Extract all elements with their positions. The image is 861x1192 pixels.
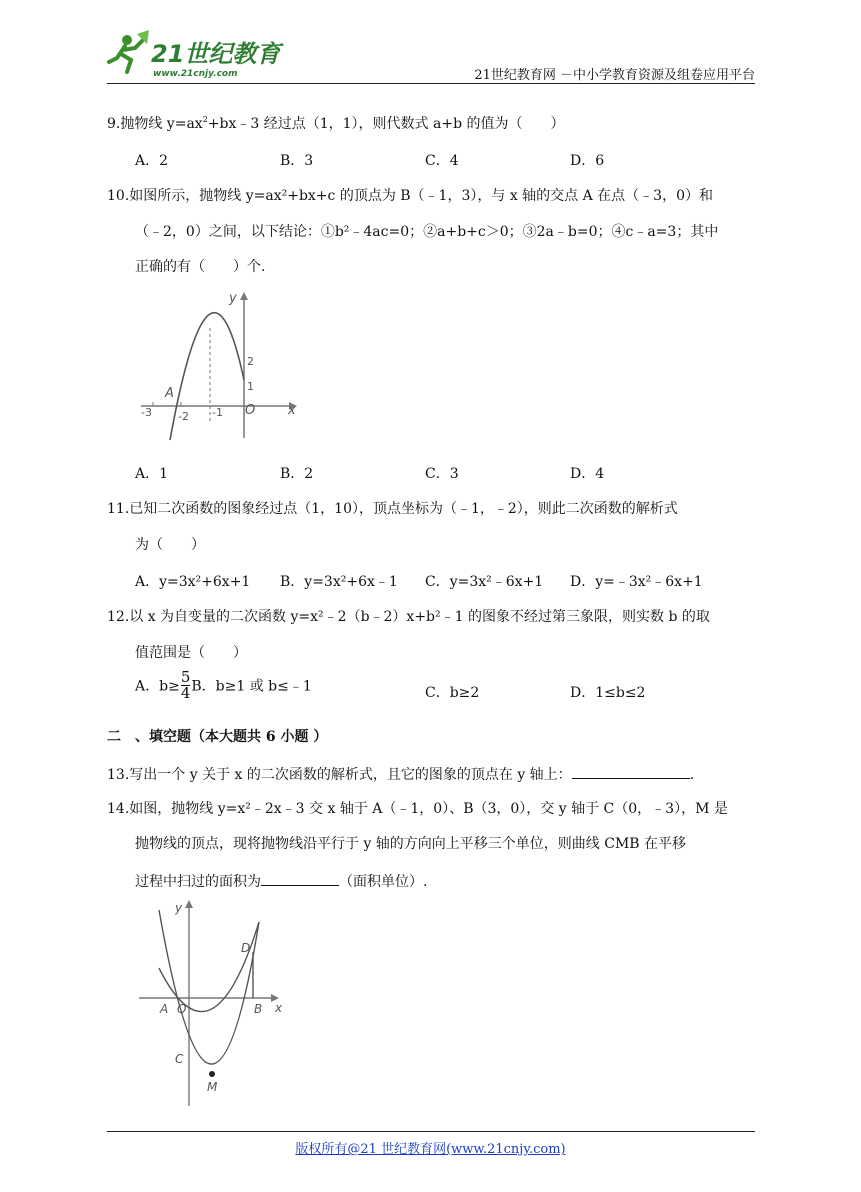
q9-text-post: +bx﹣3 经过点（1，1），则代数式 a+b 的值为（ ）: [207, 116, 565, 132]
q10-line-3: 正确的有（ ）个.: [135, 259, 266, 275]
q10-option-c: C．3: [425, 466, 459, 482]
q14-line-3: [135, 870, 427, 892]
q10-origin-label: O: [245, 403, 256, 418]
q10-tick-1: 1: [247, 380, 254, 393]
q9-option-b: B．3: [280, 153, 314, 169]
q11-option-a: A．y=3x²+6x+1: [135, 574, 251, 590]
q12-option-a: [135, 670, 312, 701]
q9-option-c: C．4: [425, 153, 459, 169]
q12-line-2: 值范围是（ ）: [135, 645, 247, 661]
q11-option-d: D．y=﹣3x²﹣6x+1: [570, 574, 703, 590]
q12-frac-num: 5: [180, 668, 191, 686]
q14-line-1: 14.如图，抛物线 y=x²﹣2x﹣3 交 x 轴于 A（﹣1，0）、B（3，0），交 y 轴于 C（0，﹣3），M 是: [107, 801, 728, 817]
q10-y-label: y: [229, 291, 237, 306]
q12-frac-den: 4: [180, 684, 191, 702]
q11-option-c: C．y=3x²﹣6x+1: [425, 574, 544, 590]
q12-option-d: D．1≤b≤2: [570, 685, 646, 701]
q12-line-1: 12.以 x 为自变量的二次函数 y=x²﹣2（b﹣2）x+b²﹣1 的图象不经过第三象限，则实数 b 的取: [107, 609, 710, 625]
q10-x-label: x: [288, 403, 296, 418]
q14-point-m: [209, 1071, 215, 1077]
q14-original-parabola: [159, 910, 259, 1064]
q10-tick-2: 2: [247, 355, 254, 368]
q10-tick-neg3: -3: [141, 406, 152, 419]
q14-point-d-label: D: [241, 941, 251, 955]
q14-x-label: x: [275, 1001, 283, 1015]
q11-line-1: 11.已知二次函数的图象经过点（1，10），顶点坐标为（﹣1，﹣2），则此二次函数的解析式: [107, 501, 678, 517]
q14-point-o-label: O: [177, 1002, 187, 1016]
q11-line-2: 为（ ）: [135, 537, 205, 553]
q10-option-a: A．1: [135, 466, 169, 482]
runner-icon: [109, 30, 149, 72]
q14-y-arrow-icon: [185, 900, 193, 908]
q10-option-d: D．4: [570, 466, 605, 482]
site-logo: [105, 28, 285, 82]
q14-point-a-label: A: [160, 1002, 169, 1016]
q13-answer-blank[interactable]: [572, 763, 690, 779]
site-title: 21世纪教育网 －中小学教育资源及组卷应用平台: [474, 68, 755, 83]
q10-y-arrow-icon: [240, 292, 248, 300]
q14-answer-blank[interactable]: [261, 870, 339, 886]
section-2-title: 二 、填空题（本大题共 6 小题 ）: [107, 729, 328, 745]
q10-line-2: （﹣2，0）之间，以下结论：①b²﹣4ac=0；②a+b+c＞0；③2a﹣b=0；④c﹣a=3；其中: [135, 224, 719, 240]
q9-text-pre: 9.抛物线 y=ax: [107, 116, 203, 132]
logo-main-text: 21世纪教育: [151, 40, 281, 68]
q9-option-a: A．2: [135, 153, 169, 169]
question-9: [107, 114, 565, 134]
header-divider: [107, 83, 755, 84]
q10-point-a-label: A: [165, 386, 174, 401]
q13-text: 13.写出一个 y 关于 x 的二次函数的解析式，且它的图象的顶点在 y 轴上：: [107, 767, 572, 783]
q12-option-b: B．b≥1 或 b≤﹣1: [191, 678, 312, 695]
q14-y-label: y: [175, 901, 183, 915]
q12-option-c: C．b≥2: [425, 685, 480, 701]
footer-divider: [107, 1131, 755, 1132]
q10-tick-neg2: -2: [178, 410, 189, 423]
q14-line-3-post: （面积单位）.: [339, 874, 428, 890]
logo-url-text: www.21cnjy.com: [153, 69, 238, 79]
q11-option-b: B．y=3x²+6x﹣1: [280, 574, 398, 590]
q14-line-3-pre: 过程中扫过的面积为: [135, 874, 261, 890]
q12-option-a-pre: A．b≥: [135, 678, 180, 695]
q14-point-b-label: B: [254, 1002, 263, 1016]
q10-option-b: B．2: [280, 466, 314, 482]
q13-end: .: [689, 767, 695, 783]
footer: [0, 1138, 861, 1157]
footer-copyright-link[interactable]: 版权所有@21 世纪教育网(www.21cnjy.com): [295, 1142, 566, 1157]
q12-fraction: [181, 670, 191, 701]
q10-tick-neg1: -1: [212, 406, 223, 419]
q14-point-m-label: M: [207, 1080, 218, 1094]
q14-point-c-label: C: [175, 1052, 184, 1066]
q14-figure: [135, 896, 295, 1110]
q9-option-d: D．6: [570, 153, 605, 169]
question-13: [107, 763, 694, 785]
q10-line-1: 10.如图所示，抛物线 y=ax²+bx+c 的顶点为 B（﹣1，3），与 x 轴的交点 A 在点（﹣3，0）和: [107, 188, 713, 204]
q14-line-2: 抛物线的顶点，现将抛物线沿平行于 y 轴的方向向上平移三个单位，则曲线 CMB 在平移: [135, 836, 687, 852]
q9-exponent: 2: [202, 115, 208, 124]
q10-figure: [135, 288, 305, 448]
